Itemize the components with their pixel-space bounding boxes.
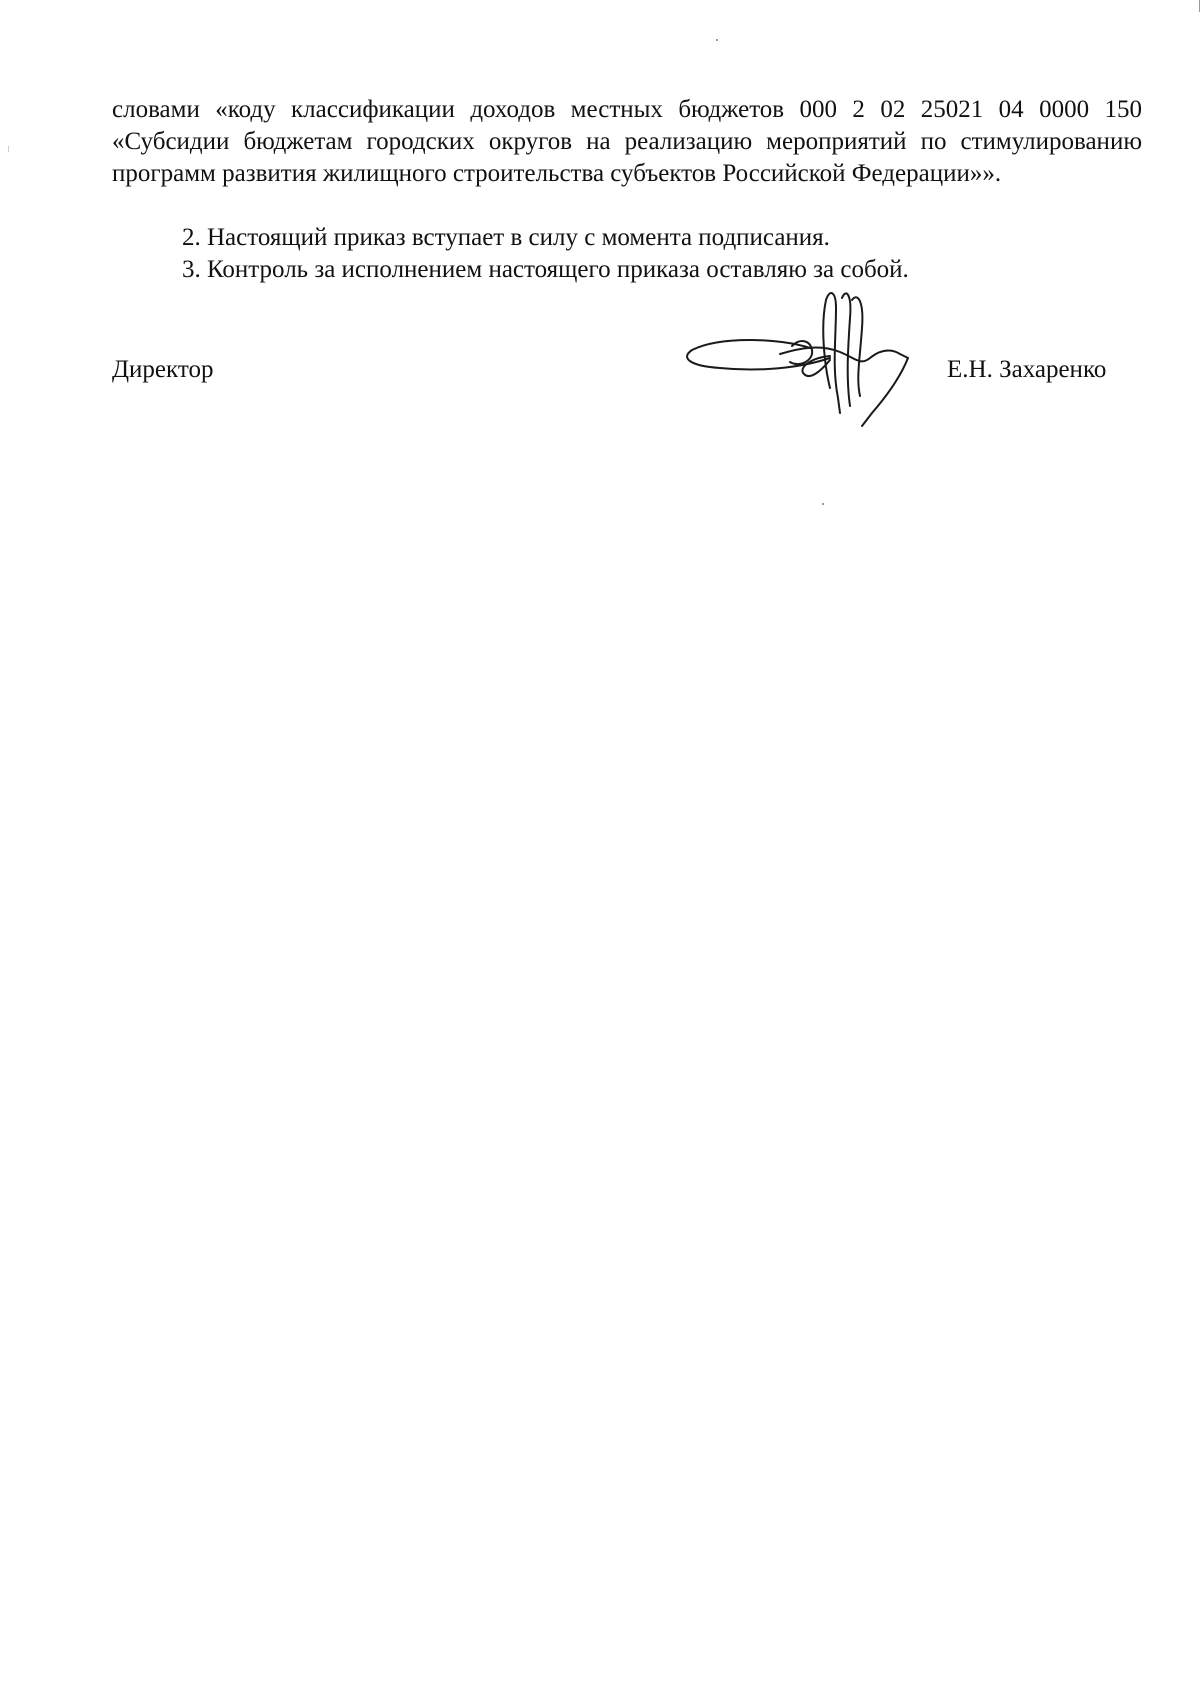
signatory-name: Е.Н. Захаренко bbox=[947, 356, 1107, 383]
handwritten-signature-icon bbox=[680, 288, 930, 448]
order-item-3: 3. Контроль за исполнением настоящего приказа оставляю за собой. bbox=[182, 256, 909, 283]
scan-margin-mark bbox=[8, 146, 9, 152]
scan-speck bbox=[716, 39, 718, 41]
signatory-role: Директор bbox=[112, 356, 214, 383]
order-item-2: 2. Настоящий приказ вступает в силу с момента подписания. bbox=[182, 224, 830, 251]
scan-speck bbox=[822, 503, 824, 505]
paragraph-continued: словами «коду классификации доходов местных бюджетов 000 2 02 25021 04 0000 150 «Субсидии бюджетам городских округов на реализацию мероприятий по стимулированию программ развития жилищного строительства субъектов Российской Федерации»». bbox=[112, 96, 1142, 187]
